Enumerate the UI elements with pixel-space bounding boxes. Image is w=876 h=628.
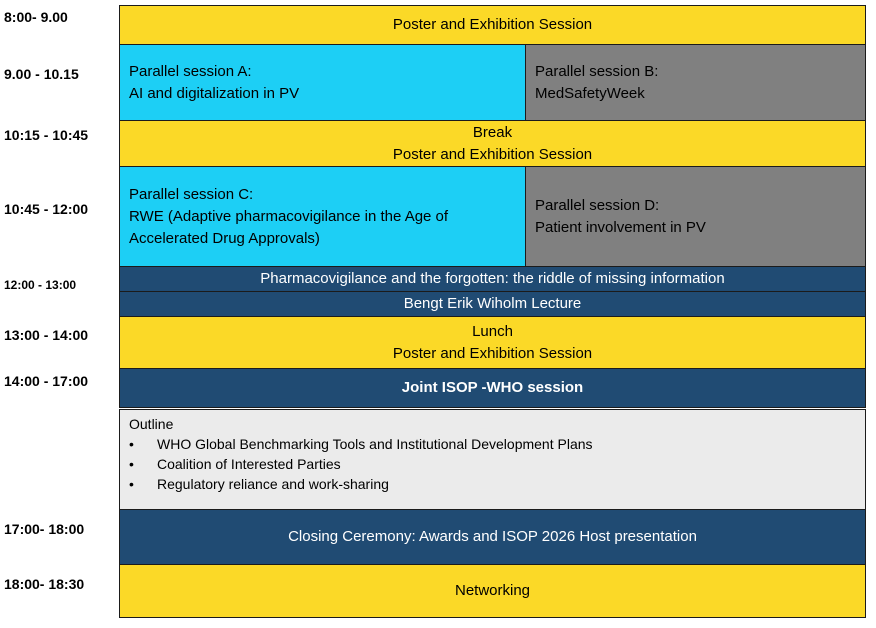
session-title: Pharmacovigilance and the forgotten: the riddle of missing information [260, 270, 725, 287]
time-slot: 17:00- 18:00 [4, 521, 85, 537]
session-label: Parallel session A: [129, 62, 252, 80]
session-networking [119, 564, 866, 618]
session-title: Patient involvement in PV [535, 218, 706, 236]
session-closing-ceremony [119, 509, 866, 565]
session-title: Lunch [472, 322, 513, 340]
session-title: Networking [454, 582, 531, 599]
session-title: MedSafetyWeek [535, 84, 645, 102]
session-title: Poster and Exhibition Session [392, 16, 593, 33]
session-parallel-c [119, 166, 526, 267]
session-wiholm-lecture [119, 291, 866, 317]
session-title: Break [472, 123, 513, 141]
outline-list [129, 434, 856, 494]
time-slot: 14:00 - 17:00 [4, 373, 89, 389]
session-title: Joint ISOP -WHO session [401, 379, 584, 396]
outline-item: • Coalition of Interested Parties [129, 454, 856, 474]
outline-heading: Outline [129, 416, 174, 432]
session-parallel-d [525, 166, 866, 267]
session-outline [119, 409, 866, 510]
session-subtitle: Poster and Exhibition Session [392, 145, 593, 163]
session-parallel-b [525, 44, 866, 121]
session-pharmacovigilance-forgotten [119, 266, 866, 292]
session-title: AI and digitalization in PV [129, 84, 300, 102]
time-slot: 18:00- 18:30 [4, 576, 85, 592]
session-label: Parallel session D: [535, 196, 660, 214]
session-title: Bengt Erik Wiholm Lecture [403, 295, 582, 312]
session-lunch [119, 316, 866, 369]
time-slot: 10:45 - 12:00 [4, 201, 89, 217]
session-subtitle: Poster and Exhibition Session [392, 344, 593, 362]
session-break [119, 120, 866, 167]
time-slot: 8:00- 9.00 [4, 9, 68, 25]
session-poster-exhibition [119, 5, 866, 45]
session-title-line: Accelerated Drug Approvals) [129, 229, 320, 247]
time-slot: 12:00 - 13:00 [4, 278, 77, 292]
session-title-line: RWE (Adaptive pharmacovigilance in the Age of [129, 207, 449, 225]
session-title: Closing Ceremony: Awards and ISOP 2026 Host presentation [288, 528, 697, 545]
outline-item: • WHO Global Benchmarking Tools and Institutional Development Plans [129, 434, 856, 454]
time-slot: 9.00 - 10.15 [4, 66, 79, 82]
session-label: Parallel session C: [129, 185, 254, 203]
session-label: Parallel session B: [535, 62, 659, 80]
session-parallel-a [119, 44, 526, 121]
time-slot: 10:15 - 10:45 [4, 127, 89, 143]
session-joint-isop-who [119, 368, 866, 408]
outline-item: • Regulatory reliance and work-sharing [129, 474, 856, 494]
time-slot: 13:00 - 14:00 [4, 327, 89, 343]
